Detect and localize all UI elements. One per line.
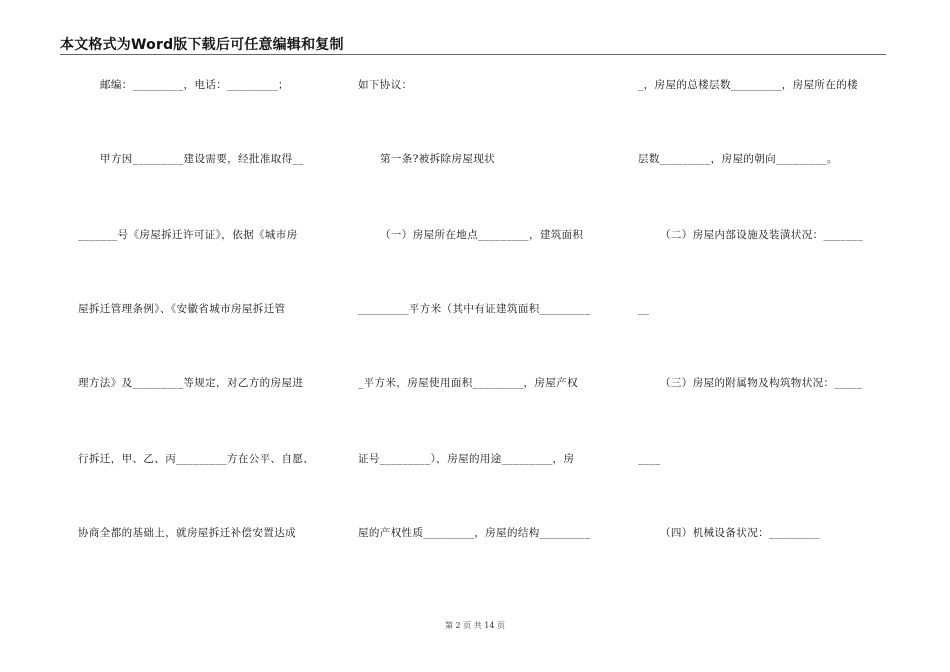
text-line: 邮编：_________，电话：_________； (100, 79, 289, 91)
text-line: 屋的产权性质_________，房屋的结构_________ (358, 527, 591, 539)
section-heading: 第一条?被拆除房屋现状 (380, 153, 496, 165)
text-line: 证号_________），房屋的用途_________，房 (358, 453, 575, 465)
text-line: 理方法》及_________等规定，对乙方的房屋进 (78, 377, 304, 389)
text-line: 甲方因_________建设需要，经批准取得__ (100, 153, 304, 165)
text-line: __ (638, 303, 650, 315)
text-line: （四）机械设备状况：_________ (660, 527, 820, 539)
text-line: 层数_________，房屋的朝向_________。 (638, 153, 838, 165)
text-line: 协商全都的基础上，就房屋拆迁补偿安置达成 (78, 527, 296, 539)
text-line: _______号《房屋拆迁许可证》，依据《城市房 (78, 229, 298, 241)
document-header (60, 34, 886, 55)
text-line: ____ (638, 453, 661, 465)
header-title: 本文格式为Word版下载后可任意编辑和复制 (60, 37, 344, 53)
text-line: 如下协议： (358, 79, 413, 91)
text-line: _________平方米（其中有证建筑面积_________ (358, 303, 591, 315)
text-line: _，房屋的总楼层数_________，房屋所在的楼 (638, 79, 858, 91)
text-line: 屋拆迁管理条例》、《安徽省城市房屋拆迁管 (78, 303, 286, 315)
text-line: （二）房屋内部设施及装潢状况：_______ (660, 229, 864, 241)
text-line: （三）房屋的附属物及构筑物状况：_____ (660, 377, 863, 389)
text-line: 行拆迁，甲、乙、丙_________方在公平、自愿、 (78, 453, 315, 465)
text-line: _平方米，房屋使用面积_________，房屋产权 (358, 377, 578, 389)
text-line: （一）房屋所在地点_________，建筑面积 (380, 229, 584, 241)
page-number: 第 2 页 共 14 页 (445, 621, 505, 630)
